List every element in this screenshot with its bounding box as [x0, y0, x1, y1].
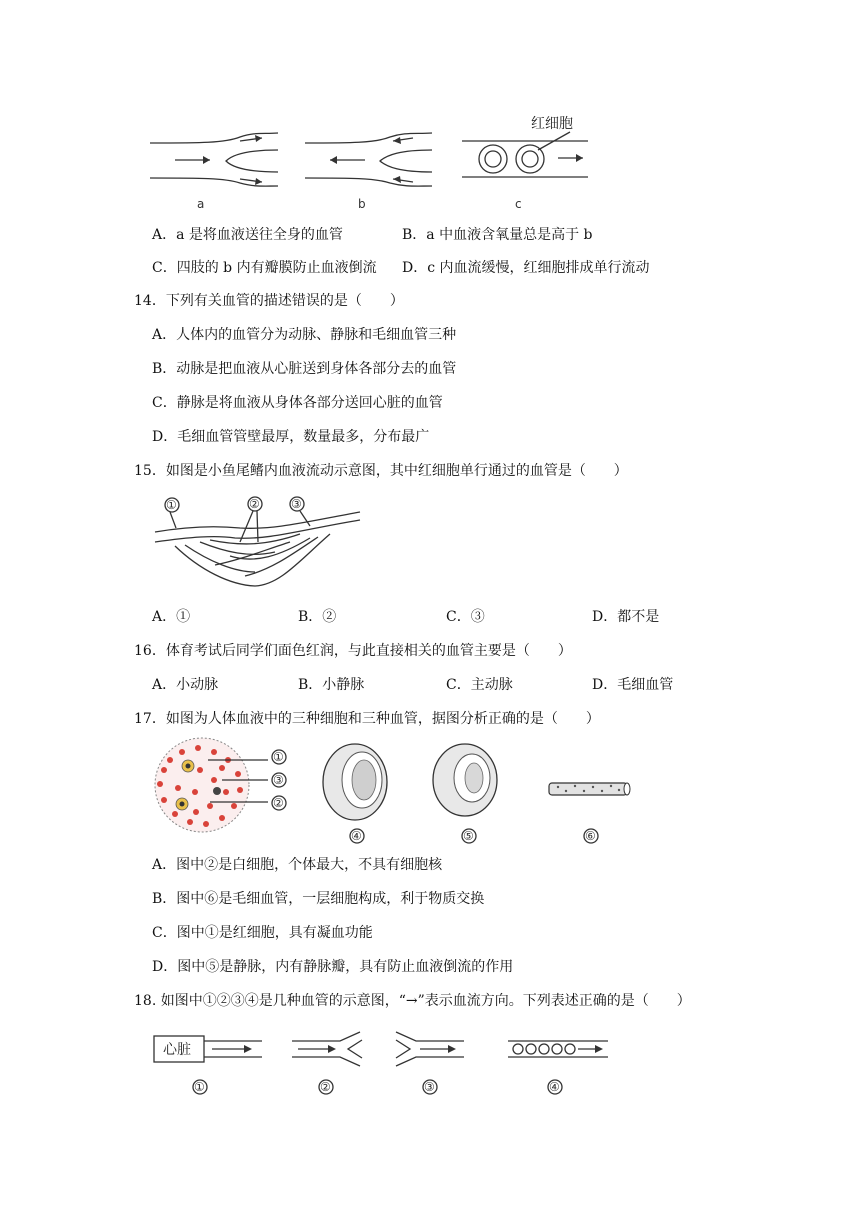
fig-label-5: ⑤: [463, 829, 474, 843]
q15-option-d: D．都不是: [592, 609, 660, 625]
q17-option-c: C．图中①是红细胞，具有凝血功能: [152, 925, 373, 941]
fig-label-1: ①: [194, 1080, 205, 1094]
q13-option-b: B．a 中血液含氧量总是高于 b: [402, 227, 593, 243]
q13-option-a: A．a 是将血液送往全身的血管: [152, 227, 343, 243]
q18-stem: 18. 如图中①②③④是几种血管的示意图，“→”表示血流方向。下列表述正确的是（ ）: [134, 993, 691, 1009]
vessel-a-diagram: [150, 133, 278, 186]
fig-label-3: ③: [291, 497, 302, 511]
fig-label-1: ①: [273, 750, 284, 764]
q14-option-c: C．静脉是将血液从身体各部分送回心脏的血管: [152, 395, 443, 411]
q14-option-d: D．毛细血管管壁最厚，数量最多，分布最广: [152, 429, 430, 445]
q17-figure: [0, 730, 860, 850]
q15-option-c: C．③: [446, 609, 485, 625]
q15-stem: 15．如图是小鱼尾鳍内血液流动示意图，其中红细胞单行通过的血管是（ ）: [134, 463, 628, 479]
q18-figure: [0, 1020, 860, 1100]
q13-option-d: D．c 内血流缓慢，红细胞排成单行流动: [402, 260, 650, 276]
fig-label-1: ①: [166, 498, 177, 512]
vessel-c-diagram: [462, 116, 588, 177]
fig-label-2: ②: [320, 1080, 331, 1094]
q15-tail-fin-figure: [0, 490, 860, 600]
q14-stem: 14．下列有关血管的描述错误的是（ ）: [134, 293, 404, 309]
q17-stem: 17．如图为人体血液中的三种细胞和三种血管，据图分析正确的是（ ）: [134, 711, 600, 727]
q13-figure: [0, 0, 860, 220]
q14-option-b: B．动脉是把血液从心脏送到身体各部分去的血管: [152, 361, 457, 377]
q16-option-d: D．毛细血管: [592, 677, 674, 693]
q17-option-b: B．图中⑥是毛细血管，一层细胞构成，利于物质交换: [152, 891, 485, 907]
fig-label-4: ④: [549, 1080, 560, 1094]
q17-option-d: D．图中⑤是静脉，内有静脉瓣，具有防止血液倒流的作用: [152, 959, 514, 975]
fig-label-a: a: [197, 197, 205, 211]
artery-diagram: [323, 744, 387, 820]
blood-smear-diagram: [155, 738, 249, 832]
q16-option-a: A．小动脉: [152, 677, 219, 693]
q15-option-b: B．②: [298, 609, 337, 625]
fig-label-2: ②: [273, 796, 284, 810]
vessel-2-diagram: [292, 1032, 362, 1066]
q16-stem: 16．体育考试后同学们面色红润，与此直接相关的血管主要是（ ）: [134, 643, 572, 659]
fig-label-b: b: [358, 197, 366, 211]
vein-diagram: [433, 744, 497, 816]
q14-option-a: A．人体内的血管分为动脉、静脉和毛细血管三种: [152, 327, 457, 343]
fig-label-3: ③: [273, 773, 284, 787]
q16-option-c: C．主动脉: [446, 677, 513, 693]
fig-label-6: ⑥: [585, 829, 596, 843]
vessel-3-diagram: [396, 1032, 464, 1066]
q16-option-b: B．小静脉: [298, 677, 365, 693]
vessel-4-diagram: [508, 1041, 608, 1057]
q17-option-a: A．图中②是白细胞，个体最大，不具有细胞核: [152, 857, 443, 873]
vessel-1-diagram: [154, 1036, 262, 1062]
heart-box-label: 心脏: [163, 1042, 191, 1058]
fig-label-4: ④: [351, 829, 362, 843]
fig-label-2: ②: [249, 497, 260, 511]
red-blood-cell-callout: 红细胞: [531, 116, 573, 132]
capillary-diagram: [549, 783, 630, 795]
q15-option-a: A．①: [152, 609, 191, 625]
fig-label-3: ③: [424, 1080, 435, 1094]
fig-label-c: c: [515, 197, 522, 211]
q13-option-c: C．四肢的 b 内有瓣膜防止血液倒流: [152, 260, 377, 276]
vessel-b-diagram: [305, 133, 432, 186]
